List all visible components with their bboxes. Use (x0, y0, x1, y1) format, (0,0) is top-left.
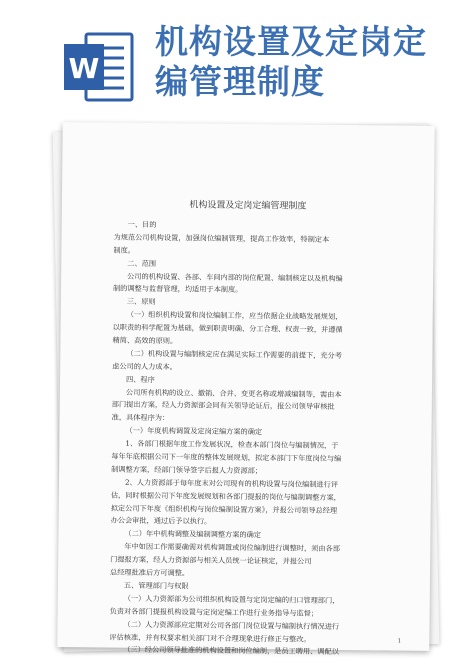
document-title: 机构设置及定岗定编管理制度 (189, 200, 307, 212)
document-body (109, 219, 402, 660)
body-line: 二、范围 (127, 258, 157, 268)
page-number: 1 (397, 637, 402, 645)
body-line: 负责对各部门提报机构设置与定岗定编工作进行业务指导与监督； (109, 606, 319, 618)
body-line: 2、人力资源部于每年度末对公司现有的机构设置与岗位编制进行评 (124, 477, 339, 489)
banner-title-line2: 编管理制度 (155, 62, 325, 101)
body-line: （二）年中机构调整及编制调整方案的确定 (124, 529, 262, 540)
word-document-icon (60, 28, 138, 106)
banner (0, 0, 474, 118)
body-line: 四、程序 (126, 374, 155, 384)
body-line: 虑公司的人力成本。 (112, 361, 177, 372)
body-line: （一）组织机构设置和岗位编制工作，应当依据企业战略发展规划， (126, 309, 343, 322)
body-line: 精简、高效的原则。 (112, 335, 178, 346)
body-line: （一）年度机构调置及定岗定编方案的确定 (125, 425, 263, 437)
body-line: 总经理批准后方可调整。 (110, 567, 190, 578)
body-line: 为规范公司机构设置，加强岗位编制管理，提高工作效率，特制定本 (113, 232, 330, 244)
body-line: （二）机构设置与编制核定应在满足实际工作需要的前提下，充分考 (126, 348, 343, 360)
body-line: 部门提出方案，经人力资源部会同有关领导论证后，报公司领导审核批 (111, 400, 335, 412)
body-line: （一）人力资源部为公司组织机构设置与定岗定编的归口管理部门， (123, 593, 340, 605)
body-line: 以职责的科学配置为基础，做到职责明确、分工合理、权责一致，并遵循 (112, 322, 343, 335)
body-line: （二）人力资源部应定期对公司各部门岗位设置与编制执行情况进行 (123, 619, 340, 631)
body-line: 一、目的 (127, 219, 157, 230)
body-line: （三）经公司领导批准的机构设置和岗位编制，是员工聘用、调配以 (123, 645, 339, 657)
body-line: 办公会审批，通过后予以执行。 (110, 516, 212, 527)
word-icon-letter: W (68, 52, 100, 85)
body-line: 制度。 (113, 245, 136, 255)
body-line: 门提报方案，经人力资源部与相关人员统一论证核定，并报公司 (110, 554, 312, 566)
body-line: 制的调整与监督管理，均适用于本制度。 (112, 284, 243, 295)
body-line: 年中如因工作需要确需对机构调置或岗位编制进行调整时，须由各部 (124, 542, 340, 554)
body-line: 公司的机构设置、各部、车间内部的岗位配置、编制核定以及机构编 (127, 271, 343, 283)
body-line: 每年年底根据公司下一年度的整体发展规划，拟定本部门下年度岗位与编 (111, 451, 342, 464)
body-line: 三、原则 (126, 297, 156, 307)
body-line: 准，具体程序为： (111, 412, 170, 423)
body-line: 公司所有机构的设立、撤销、合并、变更名称或增减编制等，需由本 (125, 387, 342, 399)
body-line: 制调整方案，经部门领导签字后报人力资源部； (111, 464, 263, 476)
body-line: 评估核准，并有权要求相关部门对不合理现象进行修正与整改。 (109, 632, 311, 644)
body-line: 估，同时根据公司下年度发展规划和各部门提报的岗位与编制调整方案， (110, 490, 341, 502)
body-line: 五、管理部门与权限 (123, 580, 189, 591)
body-line: 拟定公司下年度《组织机构与岗位编制设置方案》，并报公司领导总经理 (110, 503, 338, 515)
body-line: 1、各部门根据年度工作发展状况，检查本部门岗位与编制情况，于 (125, 438, 339, 451)
banner-title (155, 22, 465, 102)
banner-title-line1: 机构设置及定岗定 (155, 22, 427, 61)
document-page (57, 122, 434, 657)
